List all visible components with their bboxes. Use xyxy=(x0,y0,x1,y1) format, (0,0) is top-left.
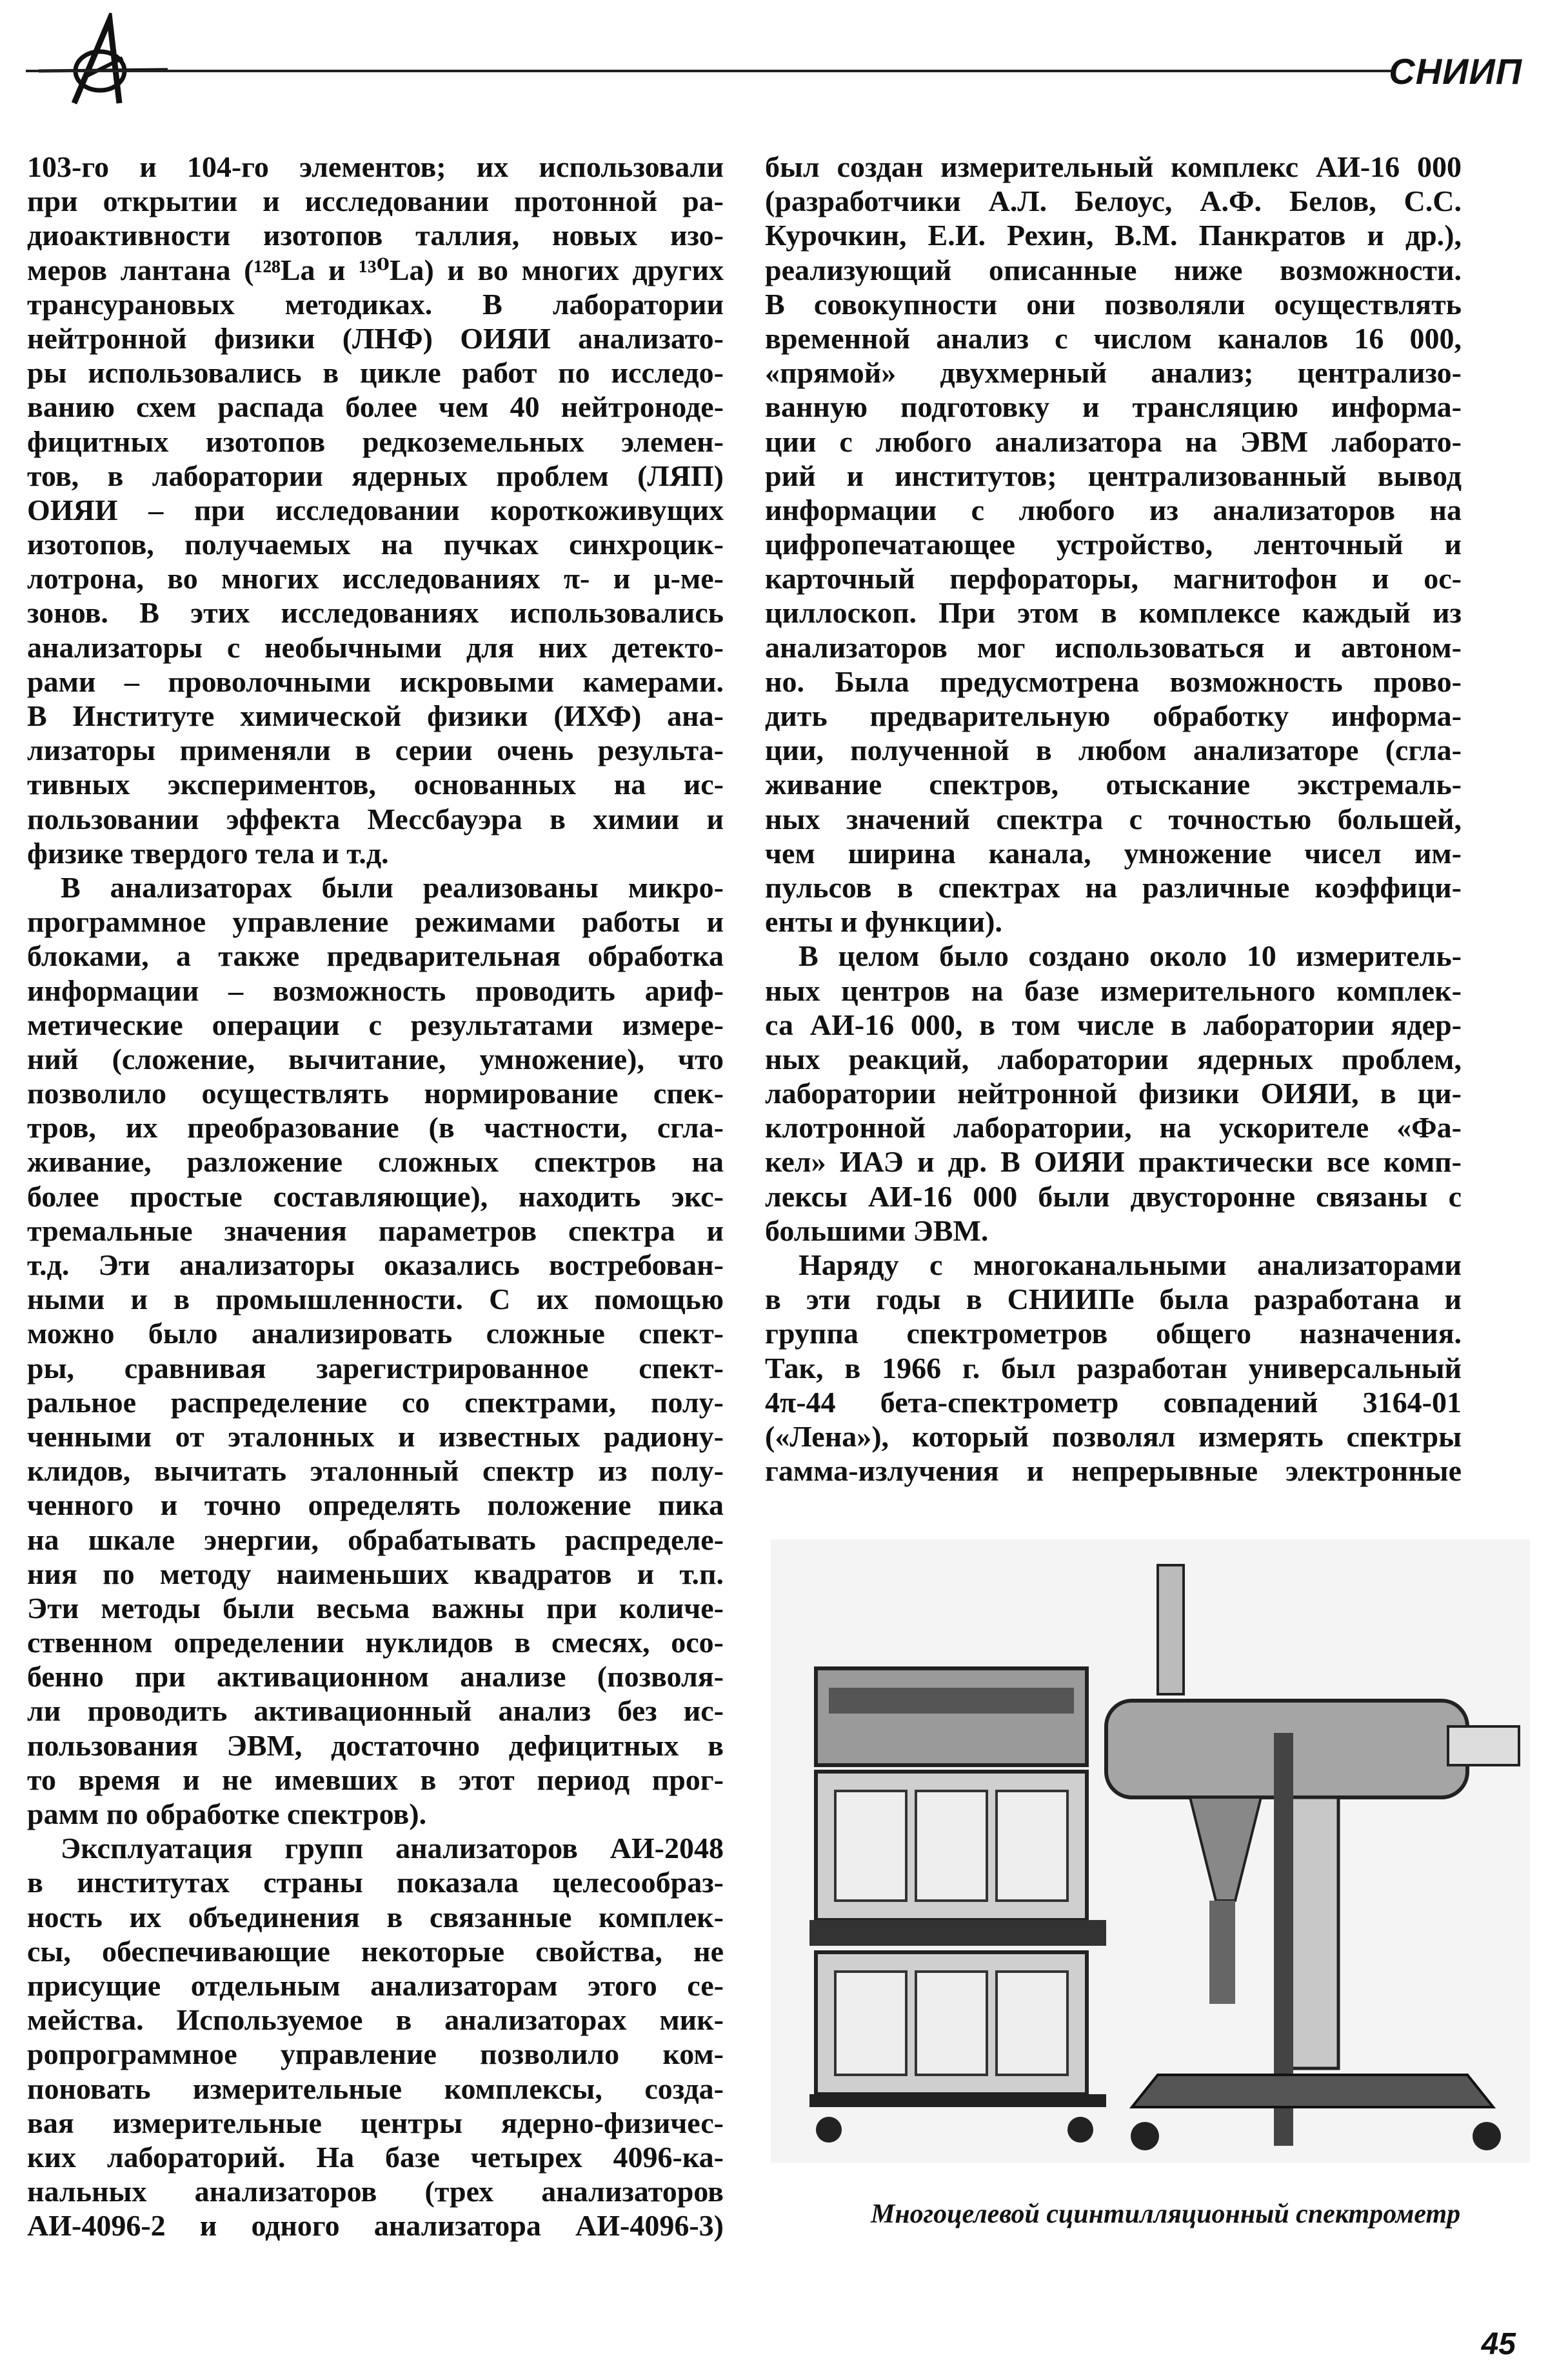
text-line: ры использовались в цикле работ по исследо- xyxy=(27,356,724,390)
section-title: СНИИП xyxy=(1389,51,1522,92)
text-line: информации с любого из анализаторов на xyxy=(765,493,1462,526)
text-line: живание спектров, отыскание экстремаль- xyxy=(765,768,1462,801)
text-line: пульсов в спектрах на различные коэффици- xyxy=(765,870,1462,904)
text-line: цифропечатающее устройство, ленточный и xyxy=(765,528,1462,561)
text-line: на шкале энергии, обрабатывать распределе- xyxy=(27,1523,724,1556)
text-line: рами – проволочными искровыми камерами. xyxy=(27,665,724,698)
text-line: меров лантана (¹²⁸La и ¹³⁰La) и во многих других xyxy=(27,253,724,286)
text-line: ОИЯИ – при исследовании короткоживущих xyxy=(27,493,724,526)
text-line: нейтронной физики (ЛНФ) ОИЯИ анализато- xyxy=(27,321,724,355)
bold-term: спектрометров xyxy=(906,1317,1108,1350)
text-line: ния по методу наименьших квадратов и т.п. xyxy=(27,1557,724,1590)
text-line: поновать измерительные комплексы, созда- xyxy=(27,2072,724,2105)
text-line: вая измерительные центры ядерно-физичес- xyxy=(27,2106,724,2139)
text-line: то время и не имевших в этот период прог- xyxy=(27,1763,724,1796)
text-line: диоактивности изотопов таллия, новых изо- xyxy=(27,219,724,252)
text-line: при открытии и исследовании протонной ра- xyxy=(27,185,724,218)
text-line: лизаторы применяли в серии очень результа- xyxy=(27,734,724,767)
text-line: тремальные значения параметров спектра и xyxy=(27,1214,724,1247)
text-line: В целом было создано около 10 измеритель- xyxy=(799,939,1462,973)
text-line: В Институте химической физики (ИХФ) ана- xyxy=(27,699,724,732)
text-line: Эксплуатация групп анализаторов АИ-2048 xyxy=(61,1832,724,1865)
text-line: клотронной лаборатории, на ускорителе «Фа- xyxy=(765,1111,1462,1145)
text-line: временной анализ с числом каналов 16 000, xyxy=(765,321,1462,355)
text-line: т.д. Эти анализаторы оказались востребован- xyxy=(27,1248,724,1281)
text-line: рамм по обработке спектров). xyxy=(27,1797,427,1830)
text-line: ных значений спектра с точностью большей, xyxy=(765,802,1462,835)
page-number: 45 xyxy=(1481,2327,1516,2361)
text-line: кел» ИАЭ и др. В ОИЯИ практически все комп- xyxy=(765,1145,1462,1179)
text-line xyxy=(765,1316,1462,1350)
text-line: чем ширина канала, умножение чисел им- xyxy=(765,836,1462,870)
spectrometer-photo xyxy=(771,1539,1530,2163)
text-line: был создан измерительный комплекс АИ-16 000 xyxy=(765,150,1462,183)
text-segment: общего назначения. xyxy=(1107,1317,1462,1350)
text-line: нальных анализаторов (трех анализаторов xyxy=(27,2175,724,2208)
text-line: рий и институтов; централизованный вывод xyxy=(765,459,1462,492)
text-line: но. Была предусмотрена возможность прово- xyxy=(765,665,1462,698)
text-line: информации – возможность проводить ариф- xyxy=(27,974,724,1007)
text-line: Так, в 1966 г. был разработан универсальный xyxy=(765,1351,1462,1385)
text-line: ний (сложение, вычитание, умножение), что xyxy=(27,1042,724,1075)
text-line: ность их объединения в связанные комплек- xyxy=(27,1900,724,1934)
text-line: изотопов, получаемых на пучках синхроцик- xyxy=(27,528,724,561)
text-line: бенно при активационном анализе (позволя- xyxy=(27,1660,724,1694)
text-line: метические операции с результатами измере- xyxy=(27,1008,724,1041)
text-line: ции, полученной в любом анализаторе (сгла- xyxy=(765,734,1462,767)
text-line: сы, обеспечивающие некоторые свойства, не xyxy=(27,1934,724,1968)
left-column xyxy=(27,150,724,2243)
text-line: можно было анализировать сложные спект- xyxy=(27,1317,724,1350)
text-line: циллоскоп. При этом в комплексе каждый из xyxy=(765,596,1462,630)
text-line: карточный перфораторы, магнитофон и ос- xyxy=(765,562,1462,595)
text-line: лотрона, во многих исследованиях π- и μ-ме- xyxy=(27,562,724,595)
text-line: мейства. Используемое в анализаторах мик- xyxy=(27,2003,724,2037)
text-line: анализаторов мог использоваться и автоном- xyxy=(765,630,1462,664)
text-line: блоками, а также предварительная обработка xyxy=(27,939,724,973)
text-line: в эти годы в СНИИПе была разработана и xyxy=(765,1283,1462,1316)
right-column xyxy=(765,150,1462,1488)
text-line: большими ЭВМ. xyxy=(765,1214,989,1247)
text-line: ственном определении нуклидов в смесях, осо- xyxy=(27,1626,724,1659)
text-line: В совокупности они позволяли осуществлять xyxy=(765,287,1462,321)
text-line: трансурановых методиках. В лаборатории xyxy=(27,287,724,321)
text-line: «прямой» двухмерный анализ; централизо- xyxy=(765,356,1462,390)
text-line: ли проводить активационный анализ без ис- xyxy=(27,1694,724,1728)
text-line: ванную подготовку и трансляцию информа- xyxy=(765,390,1462,424)
text-line: зонов. В этих исследованиях использовались xyxy=(27,596,724,630)
text-line: 103-го и 104-го элементов; их использовали xyxy=(27,150,724,183)
text-line: пользовании эффекта Мессбауэра в химии и xyxy=(27,802,724,835)
text-line: тивных экспериментов, основанных на ис- xyxy=(27,768,724,801)
text-line: ванию схем распада более чем 40 нейтроноде- xyxy=(27,390,724,424)
text-line: позволило осуществлять нормирование спек- xyxy=(27,1077,724,1110)
text-line: физике твердого тела и т.д. xyxy=(27,836,389,870)
text-line: фицитных изотопов редкоземельных элемен- xyxy=(27,425,724,458)
text-line: дить предварительную обработку информа- xyxy=(765,699,1462,732)
text-line: ропрограммное управление позволило ком- xyxy=(27,2037,724,2071)
text-line: ных центров на базе измерительного комплек- xyxy=(765,974,1462,1007)
text-line: (разработчики А.Л. Белоус, А.Ф. Белов, С.С. xyxy=(765,185,1462,218)
text-line: анализаторы с необычными для них детекто- xyxy=(27,630,724,664)
text-segment: группа xyxy=(765,1317,907,1350)
text-line: ры, сравнивая зарегистрированное спект- xyxy=(27,1351,724,1385)
text-line: («Лена»), который позволял измерять спектры xyxy=(765,1419,1462,1453)
text-line: живание, разложение сложных спектров на xyxy=(27,1145,724,1179)
publisher-logo-icon xyxy=(39,13,168,116)
text-line: тов, в лаборатории ядерных проблем (ЛЯП) xyxy=(27,459,724,492)
figure-caption: Многоцелевой сцинтилляционный спектрометр xyxy=(871,2199,1461,2229)
text-line: ченного и точно определять положение пика xyxy=(27,1488,724,1522)
text-line: ральное распределение со спектрами, полу- xyxy=(27,1385,724,1419)
text-line: 4π-44 бета-спектрометр совпадений 3164-01 xyxy=(765,1385,1462,1419)
text-line: ции с любого анализатора на ЭВМ лаборато- xyxy=(765,425,1462,458)
text-line: енты и функции). xyxy=(765,905,1002,939)
text-line: ченными от эталонных и известных радиону- xyxy=(27,1419,724,1453)
header-rule xyxy=(26,70,1393,72)
text-line: в институтах страны показала целесообраз- xyxy=(27,1866,724,1899)
text-line: лаборатории нейтронной физики ОИЯИ, в ци- xyxy=(765,1077,1462,1110)
text-line: АИ-4096-2 и одного анализатора АИ-4096-3) xyxy=(27,2209,724,2243)
text-line: ких лабораторий. На базе четырех 4096-ка- xyxy=(27,2140,724,2174)
text-line: лексы АИ-16 000 были двусторонне связаны с xyxy=(765,1179,1462,1213)
text-line: Наряду с многоканальными анализаторами xyxy=(799,1248,1462,1281)
text-line: более простые составляющие), находить экс- xyxy=(27,1179,724,1213)
text-line: пользования ЭВМ, достаточно дефицитных в xyxy=(27,1728,724,1762)
text-line: Эти методы были весьма важны при количе- xyxy=(27,1591,724,1625)
text-line: клидов, вычитать эталонный спектр из полу- xyxy=(27,1454,724,1488)
text-line: В анализаторах были реализованы микро- xyxy=(61,870,724,904)
text-line: программное управление режимами работы и xyxy=(27,905,724,939)
text-line: гамма-излучения и непрерывные электронные xyxy=(765,1454,1462,1488)
text-line: ными и в промышленности. С их помощью xyxy=(27,1283,724,1316)
text-line: са АИ-16 000, в том числе в лаборатории ядер- xyxy=(765,1008,1462,1041)
text-line: присущие отдельным анализаторам этого се- xyxy=(27,1968,724,2002)
text-line: тров, их преобразование (в частности, сгла- xyxy=(27,1111,724,1145)
text-line: Курочкин, Е.И. Рехин, В.М. Панкратов и др.), xyxy=(765,219,1462,252)
text-line: реализующий описанные ниже возможности. xyxy=(765,253,1462,286)
text-line: ных реакций, лаборатории ядерных проблем, xyxy=(765,1042,1462,1075)
